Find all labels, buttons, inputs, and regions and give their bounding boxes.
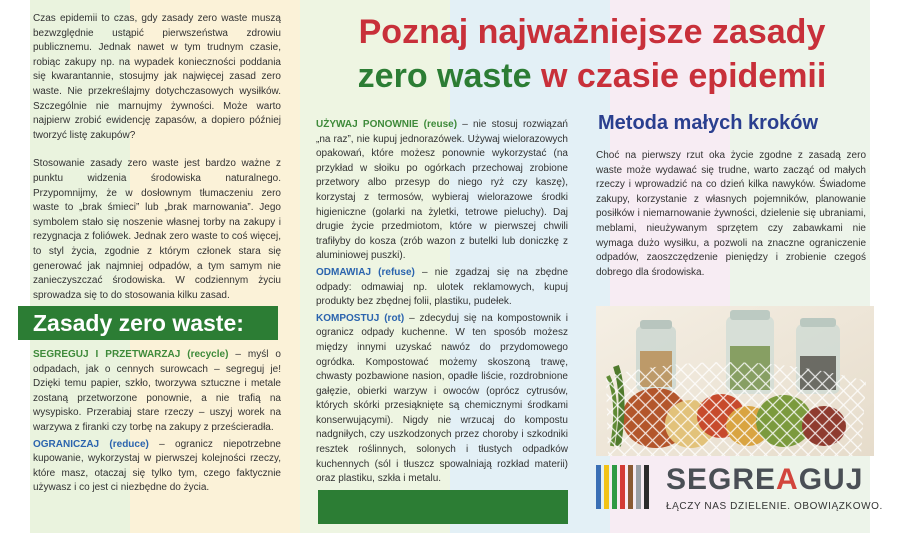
section-title: Zasady zero waste: xyxy=(33,310,244,336)
rule-reduce xyxy=(33,438,281,496)
produce-bag-photo xyxy=(596,306,874,456)
rule-text: – zdecyduj się na kompostownik i ogranicz odpady kuchenne. W ten sposób możesz między innymi uzyskać nawóz do przydomowego ogródka. Kompostować możemy skoszoną trawę, chwasty pozbawione nasion, opadłe liście, rozdrobnione gałęzie, obierki warzyw i owoców (oprócz cytrusów, których skórki przesiąknięte są chemicznymi środkami konserwującymi). Nigdy nie wrzucaj do kompostu nadgniłych, czy uszkodzonych przez choroby i szkodniki resztek roślinnych, solonych i tłustych odpadków kuchennych (sól i tłuszcz spowalniają rozkład materii) oraz plastiku, szkła i metalu. xyxy=(316,312,569,485)
logo-stripe xyxy=(620,465,625,509)
logo-stripe xyxy=(596,465,601,509)
logo-stripe xyxy=(636,465,641,509)
rule-term: ODMAWIAJ (refuse) xyxy=(316,266,415,278)
logo-stripe xyxy=(604,465,609,509)
rule-text: – ogranicz niepotrzebne kupowanie, wykorzystaj w pierwszej kolejności rzeczy, które masz, otaczaj się tylko tym, czego faktycznie używasz i co jest ci niezbędne do życia. xyxy=(33,438,281,494)
logo-stripe xyxy=(644,465,649,509)
headline-line2 xyxy=(312,54,872,98)
logo-word-part: SEGRE xyxy=(666,463,777,496)
bg-band xyxy=(870,0,900,533)
small-steps-paragraph: Choć na pierwszy rzut oka życie zgodne z zasadą zero waste może wydawać się trudne, warto zacząć od małych rzeczy i wprowadzić na co dzień kilka nawyków. Świadome zakupy, korzystanie z własnych pojemników, planowanie posiłków i niemarnowanie żywności, dzielenie się ubraniami, meblami, nieużywanym sprzętem czy zabawkami nie wymaga dużo wysiłku, a pozwoli na znaczne ograniczenie odpadów, zaoszczędzenie pieniędzy i zrobienie czegoś dobrego dla środowiska. xyxy=(596,150,866,278)
rule-rot xyxy=(316,312,568,487)
produce-bag-illustration xyxy=(596,306,874,456)
bottom-green-bar xyxy=(318,490,568,524)
headline-line1: Poznaj najważniejsze zasady xyxy=(358,13,826,51)
rule-text: – myśl o odpadach, jak o cennych surowcach – segreguj je! Dzięki temu papier, szkło, tworzywa sztuczne i metale zostaną przetworzone ponownie, a nie trafią na wysypisko. Przerabiaj stare rzeczy – uszyj worek na warzywa z firanki czy torbę na zakupy z prześcieradła. xyxy=(33,349,281,433)
headline-red-part: w czasie epidemii xyxy=(531,57,827,95)
bg-band xyxy=(0,0,30,533)
rule-term: KOMPOSTUJ (rot) xyxy=(316,312,405,324)
logo-stripe xyxy=(612,465,617,509)
logo-stripe xyxy=(628,465,633,509)
right-column xyxy=(596,149,866,294)
headline xyxy=(312,10,872,98)
left-column xyxy=(33,12,281,317)
logo-tagline: ŁĄCZY NAS DZIELENIE. OBOWIĄZKOWO. xyxy=(666,501,883,512)
logo-stripes xyxy=(596,465,656,509)
left-rules xyxy=(33,348,281,498)
rule-text: – nie zgadzaj się na zbędne odpady: odmawiaj np. ulotek reklamowych, kupuj produkty bez zbędnej folii, plastiku, pudełek. xyxy=(316,266,569,308)
logo-word-accent: A xyxy=(776,463,799,496)
intro-paragraph: Czas epidemii to czas, gdy zasady zero waste muszą bezwzględnie ustąpić pierwszeństwa zdrowiu publicznemu. Jednak nawet w tym trudnym czasie, robiąc zakupy np. na wypadek konieczności poddania się kwarantannie, stosujmy jak najwięcej zasad zero waste. Nie przekreślajmy dotychczasowych wysiłków. Szczególnie nie marnujmy żywności. Może warto najpierw zrobić ewidencję zapasów, a dopiero później tworzyć listę zakupów? xyxy=(33,13,281,141)
rule-refuse xyxy=(316,266,568,310)
rule-recycle xyxy=(33,348,281,436)
headline-green-part: zero waste xyxy=(357,57,532,95)
logo-wordmark xyxy=(666,463,863,497)
segreguj-logo xyxy=(596,463,883,523)
subhead-title: Metoda małych kroków xyxy=(598,112,819,134)
rule-term: OGRANICZAJ (reduce) xyxy=(33,438,149,450)
rule-term: SEGREGUJ I PRZETWARZAJ (recycle) xyxy=(33,349,229,360)
middle-column xyxy=(316,118,568,489)
context-paragraph: Stosowanie zasady zero waste jest bardzo ważne z punktu widzenia środowiska naturalnego. Przypomnijmy, że w dosłownym tłumaczeniu zero waste to „brak śmieci” lub „brak marnowania”. Jego symbolem stało się noszenie własnej torby na zakupy i rezygnacja z foliówek. Jednak zero waste to coś więcej, to styl życia, zgodnie z którym członek stara się generować jak najmniej odpadów, a tym samym nie zanieczyszczać środowiska. W codziennym życiu sprowadza się to do stosowania kilku zasad. xyxy=(33,158,281,301)
logo-word-part: GUJ xyxy=(798,463,864,496)
rule-term: UŻYWAJ PONOWNIE (reuse) xyxy=(316,119,458,130)
rule-text: – nie stosuj rozwiązań „na raz”, nie kupuj jednorazówek. Używaj wielorazowych opakowań, które możesz ponownie wykorzystać (na przykład w słoiku po ogórkach przechowaj zrobione przetwory albo przesyp do niego ryż czy kaszę), korzystaj z termosów, wybieraj wielorazowe środki higieniczne (golarki na żyletki, tetrowe pieluchy). Daj drugie życie przedmiotom, które w pierwszej chwili trafiłyby do kosza (zrób wazon z butelki lub doniczkę z aluminiowej puszki). xyxy=(316,119,568,262)
rule-reuse xyxy=(316,118,568,264)
